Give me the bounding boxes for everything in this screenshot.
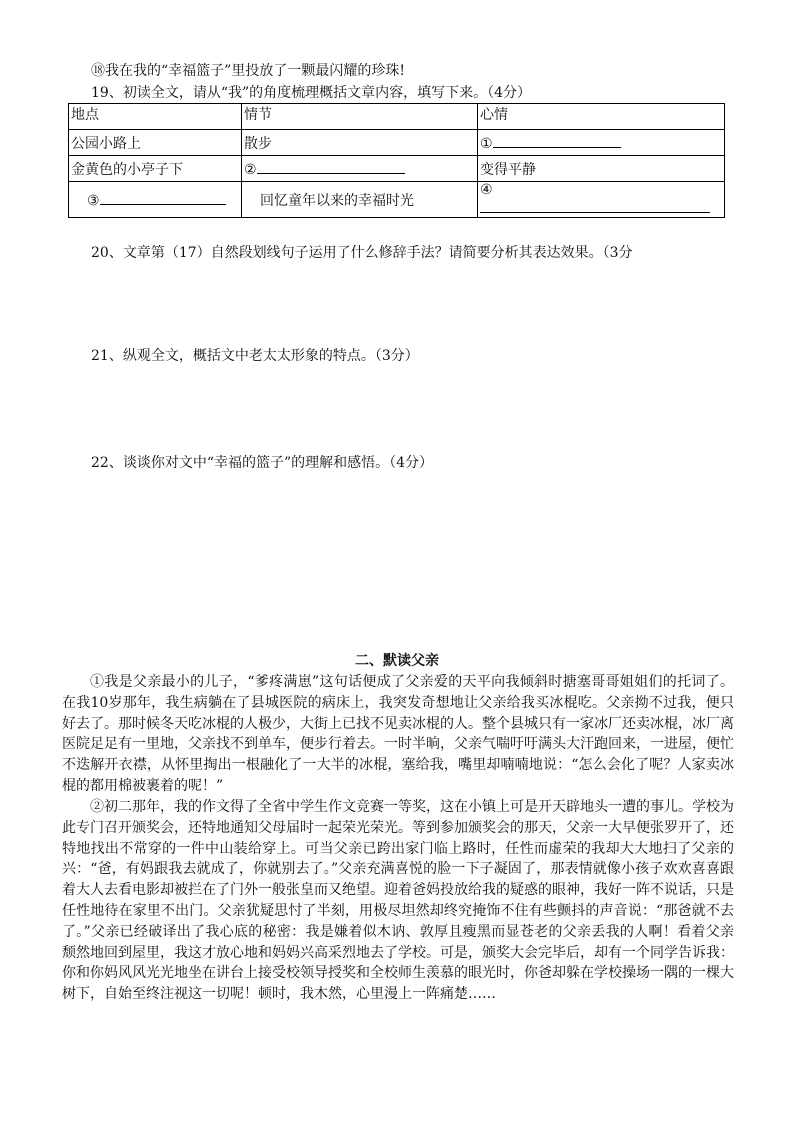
cell-plot: 回忆童年以来的幸福时光 — [242, 182, 478, 218]
blank-marker: ② — [244, 162, 257, 178]
answer-blank-1[interactable] — [493, 133, 621, 148]
paragraph-18: ⑱我在我的“幸福篮子”里投放了一颗最闪耀的珍珠! — [91, 63, 405, 79]
header-plot: 情节 — [242, 104, 478, 130]
table-header-row — [69, 104, 725, 130]
cell-mood-blank[interactable] — [478, 182, 725, 218]
header-mood: 心情 — [478, 104, 725, 130]
table-row — [69, 156, 725, 182]
cell-plot-blank[interactable] — [242, 156, 478, 182]
question-21: 21、纵观全文，概括文中老太太形象的特点。（3分） — [91, 348, 419, 364]
question-20: 20、文章第（17）自然段划线句子运用了什么修辞手法？请简要分析其表达效果。（3分 — [91, 245, 633, 261]
blank-marker: ① — [480, 136, 493, 152]
summary-table — [68, 103, 725, 218]
cell-plot: 散步 — [242, 130, 478, 156]
cell-location: 公园小路上 — [69, 130, 242, 156]
answer-blank-4[interactable] — [480, 198, 710, 213]
passage-paragraph-2: ②初二那年，我的作文得了全省中学生作文竞赛一等奖，这在小镇上可是开天辟地头一遭的事儿。学校为此专门召开颁奖会，还特地通知父母届时一起荣光荣光。等到参加颁奖会的那天，父亲一大早便张罗开了，还特地找出不常穿的一件中山装给穿上。可当父亲已跨出家门临上路时，任性而虚荣的我却大大地扫了父亲的兴：“爸，有妈跟我去就成了，你就别去了。”父亲充满喜悦的脸一下子凝固了，那表情就像小孩子欢欢喜喜跟着大人去看电影却被拦在了门外一般张皇而又绝望。迎着爸妈投放给我的疑惑的眼神，我好一阵不说话，只是任性地待在家里不出门。父亲犹疑思忖了半刻，用极尽坦然却终究掩饰不住有些颤抖的声音说：“那爸就不去了。”父亲已经破译出了我心底的秘密：我是嫌着似木讷、敦厚且瘦黑而显苍老的父亲丢我的人啊！看着父亲颓然地回到屋里，我这才放心地和妈妈兴高采烈地去了学校。可是，颁奖大会完毕后，却有一个同学告诉我：你和你妈风风光光地坐在讲台上接受校领导授奖和全校师生羡慕的眼光时，你爸却躲在学校操场一隅的一棵大树下，自始至终注视这一切呢！顿时，我木然，心里漫上一阵痛楚…… — [62, 799, 734, 1003]
table-row — [69, 130, 725, 156]
section-title: 二、默读父亲 — [355, 653, 439, 669]
answer-blank-2[interactable] — [257, 159, 405, 174]
question-22: 22、谈谈你对文中“幸福的篮子”的理解和感悟。（4分） — [91, 455, 434, 471]
blank-marker: ④ — [480, 182, 493, 198]
cell-mood: 变得平静 — [478, 156, 725, 182]
passage-paragraph-1: ①我是父亲最小的儿子，“爹疼满崽”这句话便成了父亲爱的天平向我倾斜时搪塞哥哥姐姐们的托词了。在我10岁那年，我生病躺在了县城医院的病床上，我突发奇想地让父亲给我买冰棍吃。父亲拗不过我，便只好去了。那时候冬天吃冰棍的人极少，大街上已找不见卖冰棍的人。整个县城只有一家冰厂还卖冰棍，冰厂离医院足足有一里地，父亲找不到单车，便步行着去。一时半晌，父亲气喘吁吁满头大汗跑回来，一进屋，便忙不迭解开衣襟，从怀里掏出一根融化了一大半的冰棍，塞给我，嘴里却喃喃地说：“怎么会化了呢？人家卖冰棍的都用棉被裹着的呢！” — [62, 674, 734, 794]
table-row — [69, 182, 725, 218]
cell-mood-blank[interactable] — [478, 130, 725, 156]
blank-marker: ③ — [87, 193, 100, 209]
header-location: 地点 — [69, 104, 242, 130]
cell-location-blank[interactable] — [69, 182, 242, 218]
answer-blank-3[interactable] — [100, 190, 226, 205]
cell-location: 金黄色的小亭子下 — [69, 156, 242, 182]
question-19-prompt: 19、初读全文，请从“我”的角度梳理概括文章内容，填写下来。（4分） — [91, 85, 532, 101]
